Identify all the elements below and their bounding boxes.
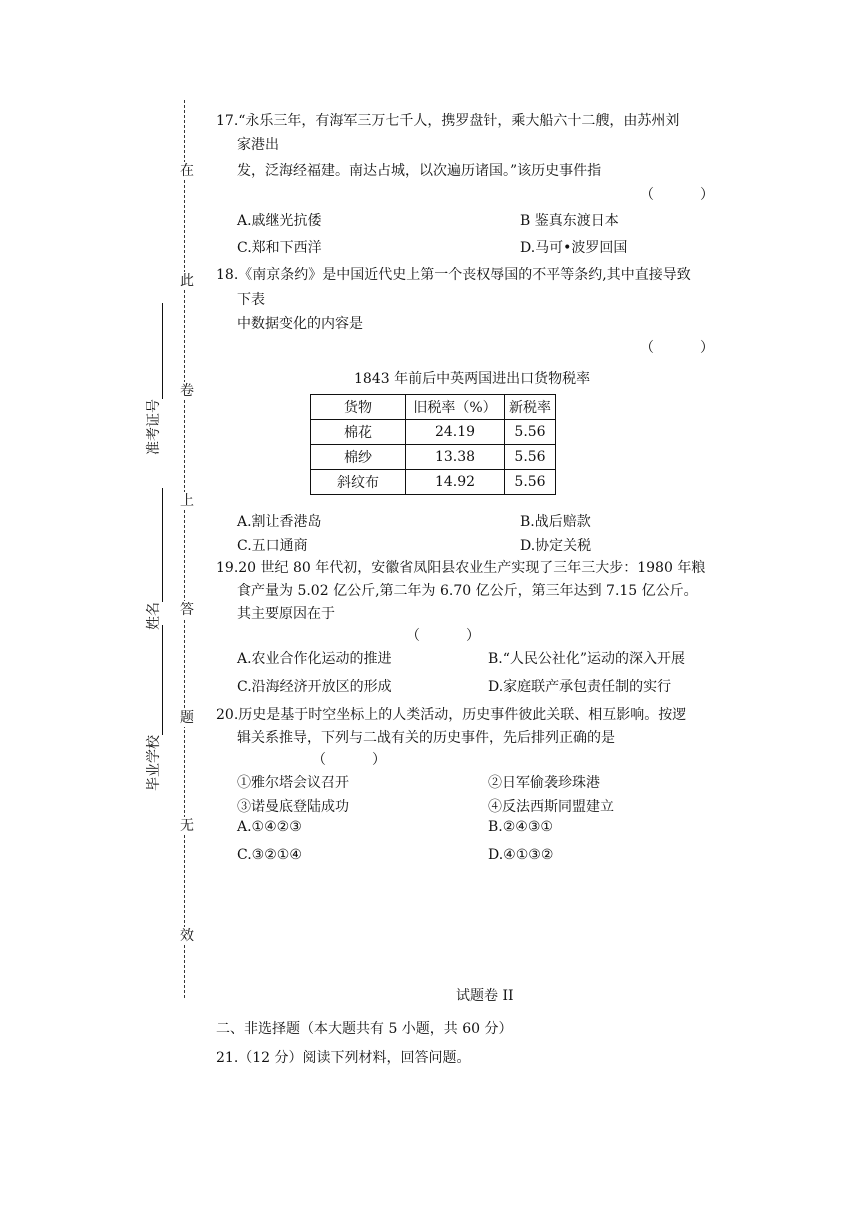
q20-stem-line-1: 20.历史是基于时空坐标上的人类活动，历史事件彼此关联、相互影响。按逻 [216,707,687,723]
q17-option-c[interactable]: C.郑和下西洋 [237,240,322,256]
margin-warning-char: 效 [180,928,194,944]
q18-stem-line-2: 下表 [237,292,265,308]
q19-option-a[interactable]: A.农业合作化运动的推进 [237,651,392,667]
margin-warning-char: 无 [180,818,194,834]
q20-option-d[interactable]: D.④①③② [488,847,554,863]
table-row [311,470,556,495]
table-row [311,420,556,445]
table-row [311,445,556,470]
q17-option-d[interactable]: D.马可•波罗回国 [520,240,628,256]
section-heading: 二、非选择题（本大题共有 5 小题，共 60 分） [216,1021,513,1037]
tax-rate-table [310,394,556,495]
q20-stem-line-2: 辑关系推导，下列与二战有关的历史事件，先后排列正确的是 [237,730,615,746]
q18-option-a[interactable]: A.割让香港岛 [237,514,322,530]
table-cell: 14.92 [406,470,505,495]
q17-stem-line-3: 发，泛海经福建。南达占城，以次遍历诸国。”该历史事件指 [237,163,602,179]
exam-number-field [145,295,163,455]
table-cell: 斜纹布 [311,470,406,495]
q19-option-b[interactable]: B.“人民公社化”运动的深入开展 [488,651,686,667]
margin-warning-char: 卷 [180,383,194,399]
q17-option-b[interactable]: B 鉴真东渡日本 [520,213,619,229]
table-cell: 24.19 [406,420,505,445]
q21-intro: 21.（12 分）阅读下列材料，回答问题。 [216,1050,471,1066]
name-blank[interactable] [148,488,163,602]
exam-number-blank[interactable] [148,303,163,399]
table-cell: 5.56 [505,445,556,470]
q18-option-b[interactable]: B.战后赔款 [520,514,591,530]
q20-option-b[interactable]: B.②④③① [488,819,553,835]
table-cell: 13.38 [406,445,505,470]
table-header-cell: 新税率 [505,395,556,420]
q18-option-c[interactable]: C.五口通商 [237,538,308,554]
q18-answer-blank[interactable]: （ ） [640,340,714,356]
school-field [145,621,163,791]
q17-stem-line-1: 17.“永乐三年，有海军三万七千人，携罗盘针，乘大船六十二艘，由苏州刘 [216,113,680,129]
q20-event-3: ③诺曼底登陆成功 [237,799,349,815]
paper-2-title: 试题卷 II [456,988,514,1004]
name-label: 姓名 [146,602,162,630]
table-header-row [311,395,556,420]
q19-stem-line-2: 食产量为 5.02 亿公斤,第二年为 6.70 亿公斤，第三年达到 7.15 亿公斤。 [237,583,698,599]
q19-stem-line-1: 19.20 世纪 80 年代初，安徽省凤阳县农业生产实现了三年三大步：1980 年粮 [216,560,706,576]
table-cell: 5.56 [505,420,556,445]
margin-warning-char: 答 [180,602,194,618]
margin-warning-char: 题 [180,710,194,726]
q19-answer-blank[interactable]: （ ） [406,628,480,644]
q17-stem-line-2: 家港出 [237,137,279,153]
margin-warning-char: 在 [180,163,194,179]
table-header-cell: 旧税率（%） [406,395,505,420]
q18-stem-line-1: 18.《南京条约》是中国近代史上第一个丧权辱国的不平等条约,其中直接导致 [216,267,691,283]
school-blank[interactable] [148,625,163,735]
margin-warning-char: 此 [180,273,194,289]
exam-number-label: 准考证号 [146,399,162,455]
q20-option-c[interactable]: C.③②①④ [237,847,302,863]
name-field [145,486,163,630]
q20-event-2: ②日军偷袭珍珠港 [488,775,600,791]
q19-option-d[interactable]: D.家庭联产承包责任制的实行 [488,679,672,695]
q20-option-a[interactable]: A.①④②③ [237,819,302,835]
binding-dashed-line [184,100,185,998]
q17-answer-blank[interactable]: （ ） [640,187,714,203]
q19-stem-line-3: 其主要原因在于 [237,606,335,622]
table-cell: 棉纱 [311,445,406,470]
table-cell: 棉花 [311,420,406,445]
q19-option-c[interactable]: C.沿海经济开放区的形成 [237,679,392,695]
q18-option-d[interactable]: D.协定关税 [520,538,592,554]
table-cell: 5.56 [505,470,556,495]
q20-answer-blank[interactable]: （ ） [312,752,386,768]
table-header-cell: 货物 [311,395,406,420]
q20-event-4: ④反法西斯同盟建立 [488,799,614,815]
margin-warning-char: 上 [180,493,194,509]
school-label: 毕业学校 [146,735,162,791]
q17-option-a[interactable]: A.戚继光抗倭 [237,213,322,229]
q20-event-1: ①雅尔塔会议召开 [237,775,349,791]
q18-stem-line-3: 中数据变化的内容是 [237,316,363,332]
q18-table-title: 1843 年前后中英两国进出口货物税率 [354,371,591,387]
